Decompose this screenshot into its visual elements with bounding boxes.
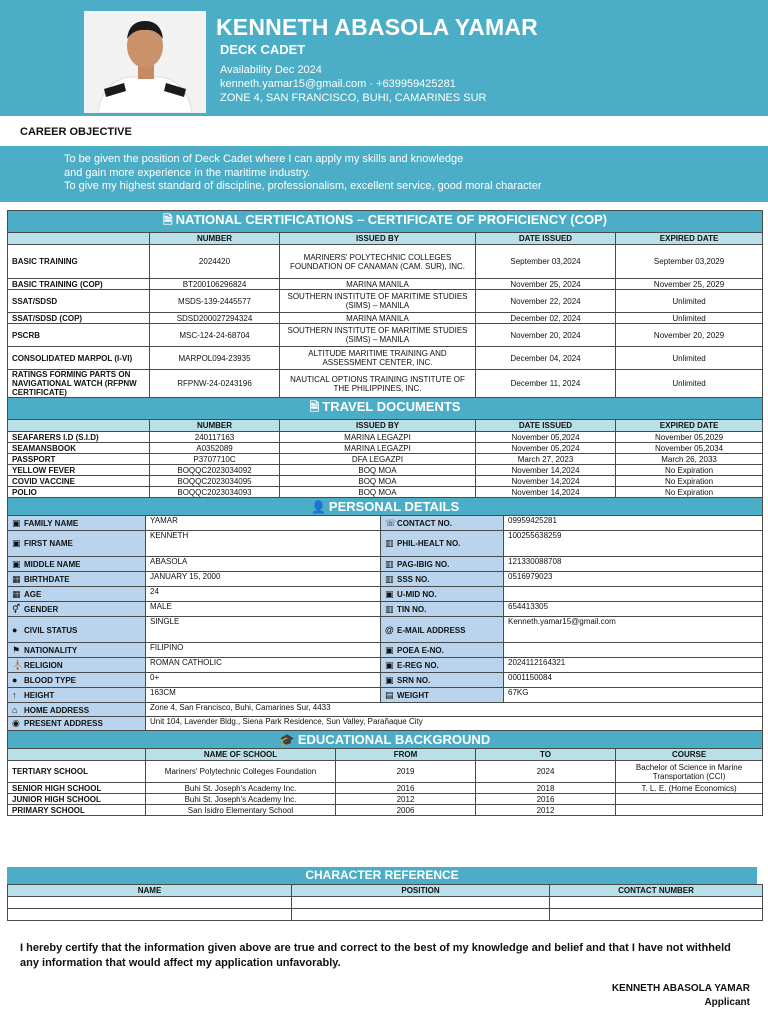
date-cell: November 14,2024 (476, 465, 616, 476)
profile-photo (84, 11, 206, 113)
number-cell: 240117163 (150, 432, 280, 443)
table-row (8, 531, 763, 557)
date-cell: September 03,2024 (476, 245, 616, 279)
year-to: 2018 (476, 783, 616, 794)
date-cell: December 02, 2024 (476, 313, 616, 324)
field-label (381, 557, 504, 572)
building-icon: ▥ (385, 538, 394, 548)
row-label: POLIO (8, 487, 150, 498)
table-row (8, 398, 763, 420)
column-header (8, 233, 150, 245)
field-label-text: TIN NO. (397, 604, 427, 614)
school-level: SENIOR HIGH SCHOOL (8, 783, 146, 794)
school-name: San Isidro Elementary School (146, 805, 336, 816)
field-value: 0516979023 (504, 572, 763, 587)
section-title-text: PERSONAL DETAILS (328, 499, 460, 514)
table-row (8, 245, 763, 279)
field-label (8, 703, 146, 717)
field-label-text: HEIGHT (24, 691, 55, 700)
course (616, 805, 763, 816)
row-label: SEAMANSBOOK (8, 443, 150, 454)
row-label: SSAT/SDSD (8, 290, 150, 313)
issuer-cell: DFA LEGAZPI (280, 454, 476, 465)
table-row (8, 290, 763, 313)
field-label (381, 572, 504, 587)
character-reference-table (7, 884, 763, 921)
date-cell: December 04, 2024 (476, 347, 616, 370)
column-header: COURSE (616, 749, 763, 761)
expiry-cell: November 25, 2029 (616, 279, 763, 290)
field-value: 654413305 (504, 602, 763, 617)
church-icon: ⛪ (12, 659, 24, 670)
number-cell: A0352089 (150, 443, 280, 454)
table-row (8, 688, 763, 703)
date-cell: December 11, 2024 (476, 370, 616, 398)
table-row (8, 211, 763, 233)
field-value: KENNETH (146, 531, 381, 557)
expiry-cell: Unlimited (616, 313, 763, 324)
field-value: 09959425281 (504, 516, 763, 531)
field-value: 100255638259 (504, 531, 763, 557)
field-value: Kenneth.yamar15@gmail.com (504, 617, 763, 643)
field-label-text: BIRTHDATE (24, 574, 70, 584)
field-label (381, 602, 504, 617)
table-row (8, 498, 763, 516)
cref-cell (292, 909, 550, 921)
date-cell: March 27, 2023 (476, 454, 616, 465)
field-label (8, 658, 146, 673)
table-row (8, 617, 763, 643)
building-icon: ▥ (385, 603, 394, 614)
resume-header (0, 0, 768, 116)
row-label: SEAFARERS I.D (S.I.D) (8, 432, 150, 443)
column-header: TO (476, 749, 616, 761)
field-value: Unit 104, Lavender Bldg., Siena Park Residence, Sun Valley, Parañaque City (146, 717, 763, 731)
field-value: 0+ (146, 673, 381, 688)
year-from: 2012 (336, 794, 476, 805)
issuer-cell: MARINERS' POLYTECHNIC COLLEGES FOUNDATION OF CANAMAN (CAM. SUR), INC. (280, 245, 476, 279)
field-label-text: GENDER (24, 604, 59, 614)
table-row (8, 658, 763, 673)
field-label (8, 717, 146, 731)
field-value: 163CM (146, 688, 381, 703)
pin-icon: ◉ (12, 718, 20, 728)
person-icon: 👤 (310, 500, 326, 514)
issuer-cell: MARINA LEGAZPI (280, 443, 476, 454)
date-cell: November 05,2024 (476, 432, 616, 443)
expiry-cell: No Expiration (616, 487, 763, 498)
field-label-text: PRESENT ADDRESS (24, 719, 103, 728)
table-row (8, 516, 763, 531)
expiry-cell: November 20, 2029 (616, 324, 763, 347)
career-objective-heading: CAREER OBJECTIVE (20, 126, 132, 138)
field-label (381, 516, 504, 531)
field-label-text: CIVIL STATUS (24, 625, 78, 635)
table-row (8, 279, 763, 290)
table-row (8, 602, 763, 617)
expiry-cell: Unlimited (616, 347, 763, 370)
field-label (8, 643, 146, 658)
issuer-cell: SOUTHERN INSTITUTE OF MARITIME STUDIES (SIMS) – MANILA (280, 290, 476, 313)
section-title (8, 731, 763, 749)
resume-table (7, 210, 763, 816)
issuer-cell: ALTITUDE MARITIME TRAINING AND ASSESSMENT CENTER, INC. (280, 347, 476, 370)
field-label (381, 658, 504, 673)
cref-header-contact: CONTACT NUMBER (550, 885, 763, 897)
table-row (8, 313, 763, 324)
field-value: SINGLE (146, 617, 381, 643)
applicant-name: KENNETH ABASOLA YAMAR (216, 14, 538, 40)
field-value: MALE (146, 602, 381, 617)
field-value: 0001150084 (504, 673, 763, 688)
issuer-cell: BOQ MOA (280, 487, 476, 498)
number-cell: MSDS-139-2445577 (150, 290, 280, 313)
field-label (8, 516, 146, 531)
school-name: Buhi St. Joseph's Academy Inc. (146, 783, 336, 794)
field-value: FILIPINO (146, 643, 381, 658)
row-label: CONSOLIDATED MARPOL (I-VI) (8, 347, 150, 370)
availability: Availability Dec 2024 (220, 64, 322, 76)
table-row (8, 487, 763, 498)
table-row (8, 432, 763, 443)
table-row (8, 587, 763, 602)
year-to: 2024 (476, 761, 616, 783)
course: T. L. E. (Home Economics) (616, 783, 763, 794)
field-label-text: E-REG NO. (397, 660, 439, 670)
row-label: BASIC TRAINING (8, 245, 150, 279)
cref-cell (8, 897, 292, 909)
section-title (8, 498, 763, 516)
year-to: 2012 (476, 805, 616, 816)
field-label-text: AGE (24, 589, 42, 599)
table-row (8, 454, 763, 465)
field-label-text: CONTACT NO. (397, 518, 452, 528)
field-label (381, 688, 504, 703)
table-row (8, 572, 763, 587)
field-label (8, 587, 146, 602)
field-label-text: POEA E-NO. (397, 645, 444, 655)
issuer-cell: MARINA MANILA (280, 313, 476, 324)
field-label (8, 602, 146, 617)
cref-cell (8, 909, 292, 921)
field-value: ABASOLA (146, 557, 381, 572)
career-objective (0, 146, 768, 202)
gender-icon: ⚥ (12, 603, 21, 614)
issuer-cell: BOQ MOA (280, 465, 476, 476)
person-icon: ● (12, 624, 18, 635)
year-from: 2016 (336, 783, 476, 794)
date-cell: November 22, 2024 (476, 290, 616, 313)
field-value (504, 643, 763, 658)
date-cell: November 20, 2024 (476, 324, 616, 347)
field-label-text: FAMILY NAME (24, 518, 79, 528)
expiry-cell: March 26, 2033 (616, 454, 763, 465)
field-label (381, 531, 504, 557)
table-row (8, 805, 763, 816)
table-row (8, 794, 763, 805)
number-cell: BT200106296824 (150, 279, 280, 290)
issuer-cell: BOQ MOA (280, 476, 476, 487)
field-value (504, 587, 763, 602)
table-row (8, 761, 763, 783)
document-icon: 🗎 (163, 213, 173, 227)
table-row (8, 347, 763, 370)
scale-icon: ▤ (385, 689, 394, 700)
field-label-text: FIRST NAME (24, 539, 73, 548)
objective-line: To give my highest standard of discipline, professionalism, excellent service, good moral character (64, 180, 542, 192)
certification-statement: I hereby certify that the information given above are true and correct to the best of my knowledge and belief and that I have not withheld any information that would affect my application unfavorably. (20, 942, 731, 969)
issuer-cell: SOUTHERN INSTITUTE OF MARITIME STUDIES (SIMS) – MANILA (280, 324, 476, 347)
row-label: PSCRB (8, 324, 150, 347)
objective-line: To be given the position of Deck Cadet where I can apply my skills and knowledge (64, 153, 464, 165)
calendar-icon: ▦ (12, 573, 21, 584)
table-row (8, 717, 763, 731)
section-title (8, 398, 763, 420)
year-from: 2019 (336, 761, 476, 783)
school-name: Buhi St. Joseph's Academy Inc. (146, 794, 336, 805)
column-header: NUMBER (150, 233, 280, 245)
cref-cell (550, 909, 763, 921)
number-cell: RFPNW-24-0243196 (150, 370, 280, 398)
expiry-cell: November 05,2034 (616, 443, 763, 454)
building-icon: ▥ (385, 558, 394, 569)
date-cell: November 25, 2024 (476, 279, 616, 290)
table-row (8, 370, 763, 398)
calendar-icon: ▦ (12, 588, 21, 599)
row-label: YELLOW FEVER (8, 465, 150, 476)
table-row (8, 443, 763, 454)
column-header: EXPIRED DATE (616, 233, 763, 245)
header-address: ZONE 4, SAN FRANCISCO, BUHI, CAMARINES SUR (220, 92, 487, 104)
cref-header-position: POSITION (292, 885, 550, 897)
table-row (8, 420, 763, 432)
table-row (8, 324, 763, 347)
school-name: Mariners' Polytechnic Colleges Foundation (146, 761, 336, 783)
field-value: Zone 4, San Francisco, Buhi, Camarines Sur, 4433 (146, 703, 763, 717)
course (616, 794, 763, 805)
id-card-icon: ▣ (385, 644, 394, 655)
flag-icon: ⚑ (12, 644, 21, 655)
expiry-cell: No Expiration (616, 465, 763, 476)
number-cell: MARPOL094-23935 (150, 347, 280, 370)
table-row (8, 643, 763, 658)
field-label-text: U-MID NO. (397, 589, 437, 599)
id-card-icon: ▣ (385, 659, 394, 670)
school-level: JUNIOR HIGH SCHOOL (8, 794, 146, 805)
section-title (8, 211, 763, 233)
field-label (381, 673, 504, 688)
field-label-text: PHIL-HEALT NO. (397, 539, 461, 548)
number-cell: 2024420 (150, 245, 280, 279)
expiry-cell: No Expiration (616, 476, 763, 487)
year-from: 2006 (336, 805, 476, 816)
date-cell: November 14,2024 (476, 487, 616, 498)
document-icon: 🗎 (309, 400, 320, 414)
id-card-icon: ▣ (12, 517, 21, 528)
field-label (8, 557, 146, 572)
field-label (381, 587, 504, 602)
table-row (8, 703, 763, 717)
expiry-cell: November 05,2029 (616, 432, 763, 443)
field-value: 67KG (504, 688, 763, 703)
course: Bachelor of Science in Marine Transportation (CCI) (616, 761, 763, 783)
expiry-cell: September 03,2029 (616, 245, 763, 279)
school-level: PRIMARY SCHOOL (8, 805, 146, 816)
signature-role: Applicant (704, 997, 750, 1008)
id-card-icon: ▣ (385, 674, 394, 685)
applicant-position: DECK CADET (220, 42, 306, 57)
expiry-cell: Unlimited (616, 370, 763, 398)
field-value: JANUARY 15, 2000 (146, 572, 381, 587)
section-title-text: NATIONAL CERTIFICATIONS – CERTIFICATE OF PROFICIENCY (COP) (175, 212, 608, 227)
objective-line: and gain more experience in the maritime industry. (64, 166, 311, 179)
row-label: RATINGS FORMING PARTS ON NAVIGATIONAL WATCH (RFPNW CERTIFICATE) (8, 370, 150, 398)
field-value: 121330088708 (504, 557, 763, 572)
field-label-text: SSS NO. (397, 574, 430, 584)
table-row (8, 465, 763, 476)
column-header (8, 420, 150, 432)
field-label-text: HOME ADDRESS (24, 705, 90, 715)
id-card-icon: ▣ (385, 588, 394, 599)
column-header: DATE ISSUED (476, 420, 616, 432)
column-header: NAME OF SCHOOL (146, 749, 336, 761)
field-label-text: MIDDLE NAME (24, 559, 81, 569)
character-reference-title: CHARACTER REFERENCE (7, 867, 757, 884)
number-cell: SDSD200027294324 (150, 313, 280, 324)
field-label (381, 643, 504, 658)
field-value: YAMAR (146, 516, 381, 531)
table-row (8, 476, 763, 487)
building-icon: ▥ (385, 573, 394, 584)
column-header: FROM (336, 749, 476, 761)
row-label: PASSPORT (8, 454, 150, 465)
row-label: SSAT/SDSD (COP) (8, 313, 150, 324)
column-header: NUMBER (150, 420, 280, 432)
number-cell: P3707710C (150, 454, 280, 465)
issuer-cell: NAUTICAL OPTIONS TRAINING INSTITUTE OF THE PHILIPPINES, INC. (280, 370, 476, 398)
row-label: COVID VACCINE (8, 476, 150, 487)
date-cell: November 05,2024 (476, 443, 616, 454)
cref-header-name: NAME (8, 885, 292, 897)
field-label-text: RELIGION (24, 660, 63, 670)
field-label (8, 572, 146, 587)
number-cell: BOQQC2023034093 (150, 487, 280, 498)
graduation-cap-icon: 🎓 (279, 733, 295, 747)
table-row (8, 749, 763, 761)
signature-name: KENNETH ABASOLA YAMAR (611, 983, 750, 994)
year-to: 2016 (476, 794, 616, 805)
field-label-text: E-MAIL ADDRESS (397, 625, 466, 635)
field-label (8, 531, 146, 557)
table-row (8, 731, 763, 749)
home-icon: ⌂ (12, 704, 18, 715)
table-row (8, 783, 763, 794)
column-header (8, 749, 146, 761)
number-cell: BOQQC2023034095 (150, 476, 280, 487)
field-label-text: BLOOD TYPE (24, 676, 77, 685)
issuer-cell: MARINA MANILA (280, 279, 476, 290)
drop-icon: ● (12, 675, 18, 685)
id-card-icon: ▣ (12, 538, 21, 548)
column-header: DATE ISSUED (476, 233, 616, 245)
field-value: 24 (146, 587, 381, 602)
table-row (8, 673, 763, 688)
section-title-text: TRAVEL DOCUMENTS (322, 399, 461, 414)
cref-cell (550, 897, 763, 909)
date-cell: November 14,2024 (476, 476, 616, 487)
field-label-text: WEIGHT (397, 690, 429, 700)
field-value: 2024112164321 (504, 658, 763, 673)
id-card-icon: ▣ (12, 558, 21, 569)
expiry-cell: Unlimited (616, 290, 763, 313)
number-cell: MSC-124-24-68704 (150, 324, 280, 347)
school-level: TERTIARY SCHOOL (8, 761, 146, 783)
number-cell: BOQQC2023034092 (150, 465, 280, 476)
section-title-text: EDUCATIONAL BACKGROUND (297, 732, 491, 747)
cref-cell (292, 897, 550, 909)
field-label (8, 617, 146, 643)
field-value: ROMAN CATHOLIC (146, 658, 381, 673)
column-header: ISSUED BY (280, 233, 476, 245)
field-label-text: SRN NO. (397, 675, 431, 685)
field-label (8, 688, 146, 703)
phone-icon: ☏ (385, 517, 397, 528)
contact-line: kenneth.yamar15@gmail.com · +639959425281 (220, 78, 456, 90)
column-header: EXPIRED DATE (616, 420, 763, 432)
table-row (8, 233, 763, 245)
column-header: ISSUED BY (280, 420, 476, 432)
field-label-text: PAG-IBIG NO. (397, 559, 450, 569)
issuer-cell: MARINA LEGAZPI (280, 432, 476, 443)
height-icon: ↑ (12, 690, 17, 700)
table-row (8, 557, 763, 572)
field-label (8, 673, 146, 688)
row-label: BASIC TRAINING (COP) (8, 279, 150, 290)
at-icon: @ (385, 624, 394, 635)
field-label-text: NATIONALITY (24, 645, 78, 655)
field-label (381, 617, 504, 643)
